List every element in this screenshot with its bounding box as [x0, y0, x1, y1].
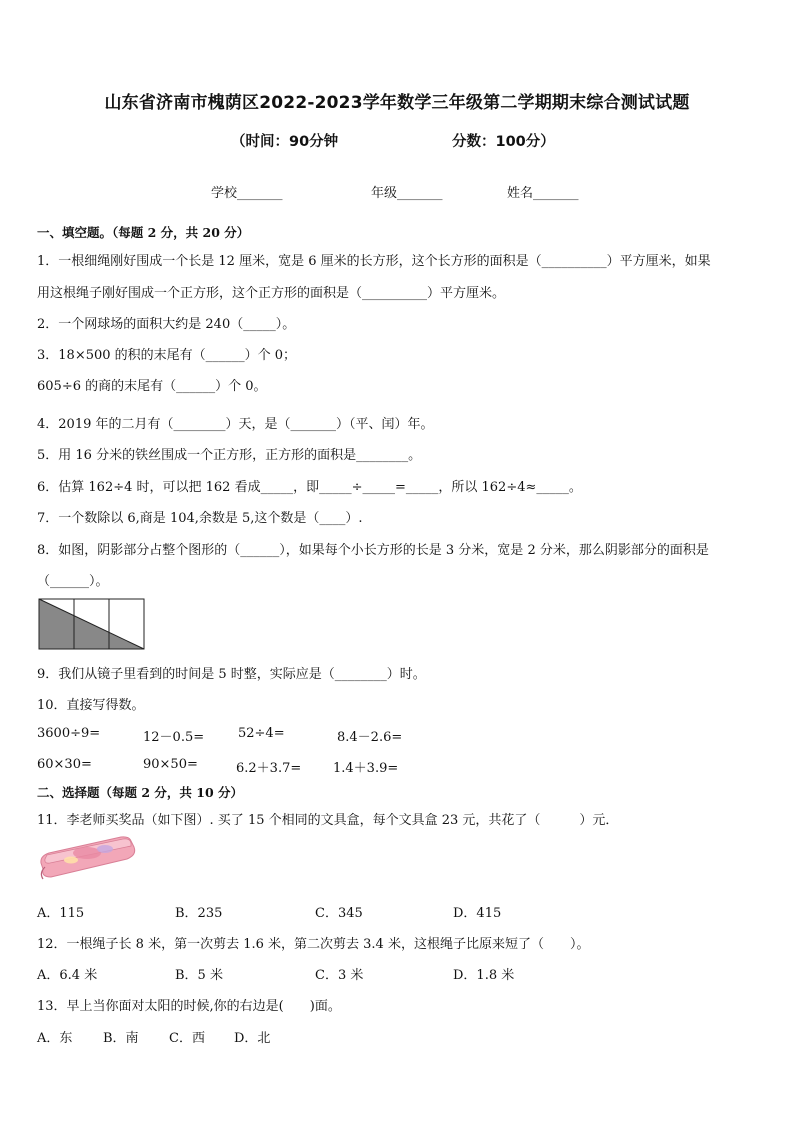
q12-option-b[interactable]: B．5 米 — [175, 968, 223, 983]
calc-1-1: 3600÷9= — [37, 726, 101, 741]
question-10: 10．直接写得数。 — [37, 698, 145, 713]
question-13: 13．早上当你面对太阳的时候,你的右边是( )面。 — [37, 999, 341, 1014]
q11-option-d[interactable]: D．415 — [453, 906, 502, 921]
question-8-line-2: （______）。 — [37, 574, 109, 589]
calc-1-2: 12－0.5= — [143, 730, 205, 745]
question-3-line-1: 3．18×500 的积的末尾有（______）个 0； — [37, 348, 297, 363]
page-title: 山东省济南市槐荫区2022-2023学年数学三年级第二学期期末综合测试试题 — [104, 93, 690, 113]
question-6: 6．估算 162÷4 时，可以把 162 看成_____，即_____÷_____=_____，所以 162÷4≈_____。 — [37, 480, 582, 495]
q12-option-a[interactable]: A．6.4 米 — [37, 968, 98, 983]
question-12: 12．一根绳子长 8 米，第一次剪去 1.6 米，第二次剪去 3.4 米，这根绳子比原来短了（ ）。 — [37, 937, 590, 952]
section-heading-fill-blank: 一、填空题。（每题 2 分，共 20 分） — [37, 225, 250, 240]
question-11: 11．李老师买奖品（如下图）. 买了 15 个相同的文具盒，每个文具盒 23 元，共花了（ ）元． — [37, 813, 619, 828]
exam-score: 分数：100分） — [452, 134, 555, 150]
section-heading-multiple-choice: 二、选择题（每题 2 分，共 10 分） — [37, 785, 244, 800]
question-3-line-2: 605÷6 的商的末尾有（______）个 0。 — [37, 379, 267, 394]
q13-option-b[interactable]: B．南 — [103, 1031, 139, 1046]
calc-1-3: 52÷4= — [238, 726, 285, 741]
q11-option-a[interactable]: A．115 — [37, 906, 85, 921]
question-9: 9．我们从镜子里看到的时间是 5 时整，实际应是（________）时。 — [37, 667, 426, 682]
q12-option-d[interactable]: D．1.8 米 — [453, 968, 515, 983]
shaded-rectangles-figure — [38, 598, 146, 650]
question-7: 7．一个数除以 6,商是 104,余数是 5,这个数是（____）. — [37, 511, 363, 526]
exam-time: （时间：90分钟 — [231, 134, 339, 150]
q11-option-c[interactable]: C．345 — [315, 906, 363, 921]
question-1-line-2: 用这根绳子刚好围成一个正方形，这个正方形的面积是（__________）平方厘米。 — [37, 286, 506, 301]
calc-2-2: 90×50= — [143, 757, 198, 772]
q13-option-d[interactable]: D．北 — [234, 1031, 271, 1046]
question-1-line-1: 1．一根细绳刚好围成一个长是 12 厘米，宽是 6 厘米的长方形，这个长方形的面积是（__________）平方厘米，如果 — [37, 254, 711, 269]
calc-1-4: 8.4－2.6= — [337, 730, 403, 745]
q12-option-c[interactable]: C．3 米 — [315, 968, 364, 983]
q13-option-a[interactable]: A．东 — [37, 1031, 73, 1046]
question-4: 4．2019 年的二月有（________）天，是（_______）（平、闰）年。 — [37, 417, 434, 432]
name-field[interactable]: 姓名_______ — [507, 186, 579, 201]
q11-option-b[interactable]: B．235 — [175, 906, 223, 921]
grade-field[interactable]: 年级_______ — [371, 186, 443, 201]
calc-2-3: 6.2＋3.7= — [236, 761, 302, 776]
pencil-case-image — [37, 833, 137, 883]
question-8-line-1: 8．如图，阴影部分占整个图形的（______），如果每个小长方形的长是 3 分米，宽是 2 分米，那么阴影部分的面积是 — [37, 543, 709, 558]
question-5: 5．用 16 分米的铁丝围成一个正方形，正方形的面积是________。 — [37, 448, 422, 463]
question-2: 2．一个网球场的面积大约是 240（_____）。 — [37, 317, 296, 332]
q13-option-c[interactable]: C．西 — [169, 1031, 205, 1046]
school-field[interactable]: 学校_______ — [211, 186, 283, 201]
calc-2-4: 1.4＋3.9= — [333, 761, 399, 776]
calc-2-1: 60×30= — [37, 757, 92, 772]
